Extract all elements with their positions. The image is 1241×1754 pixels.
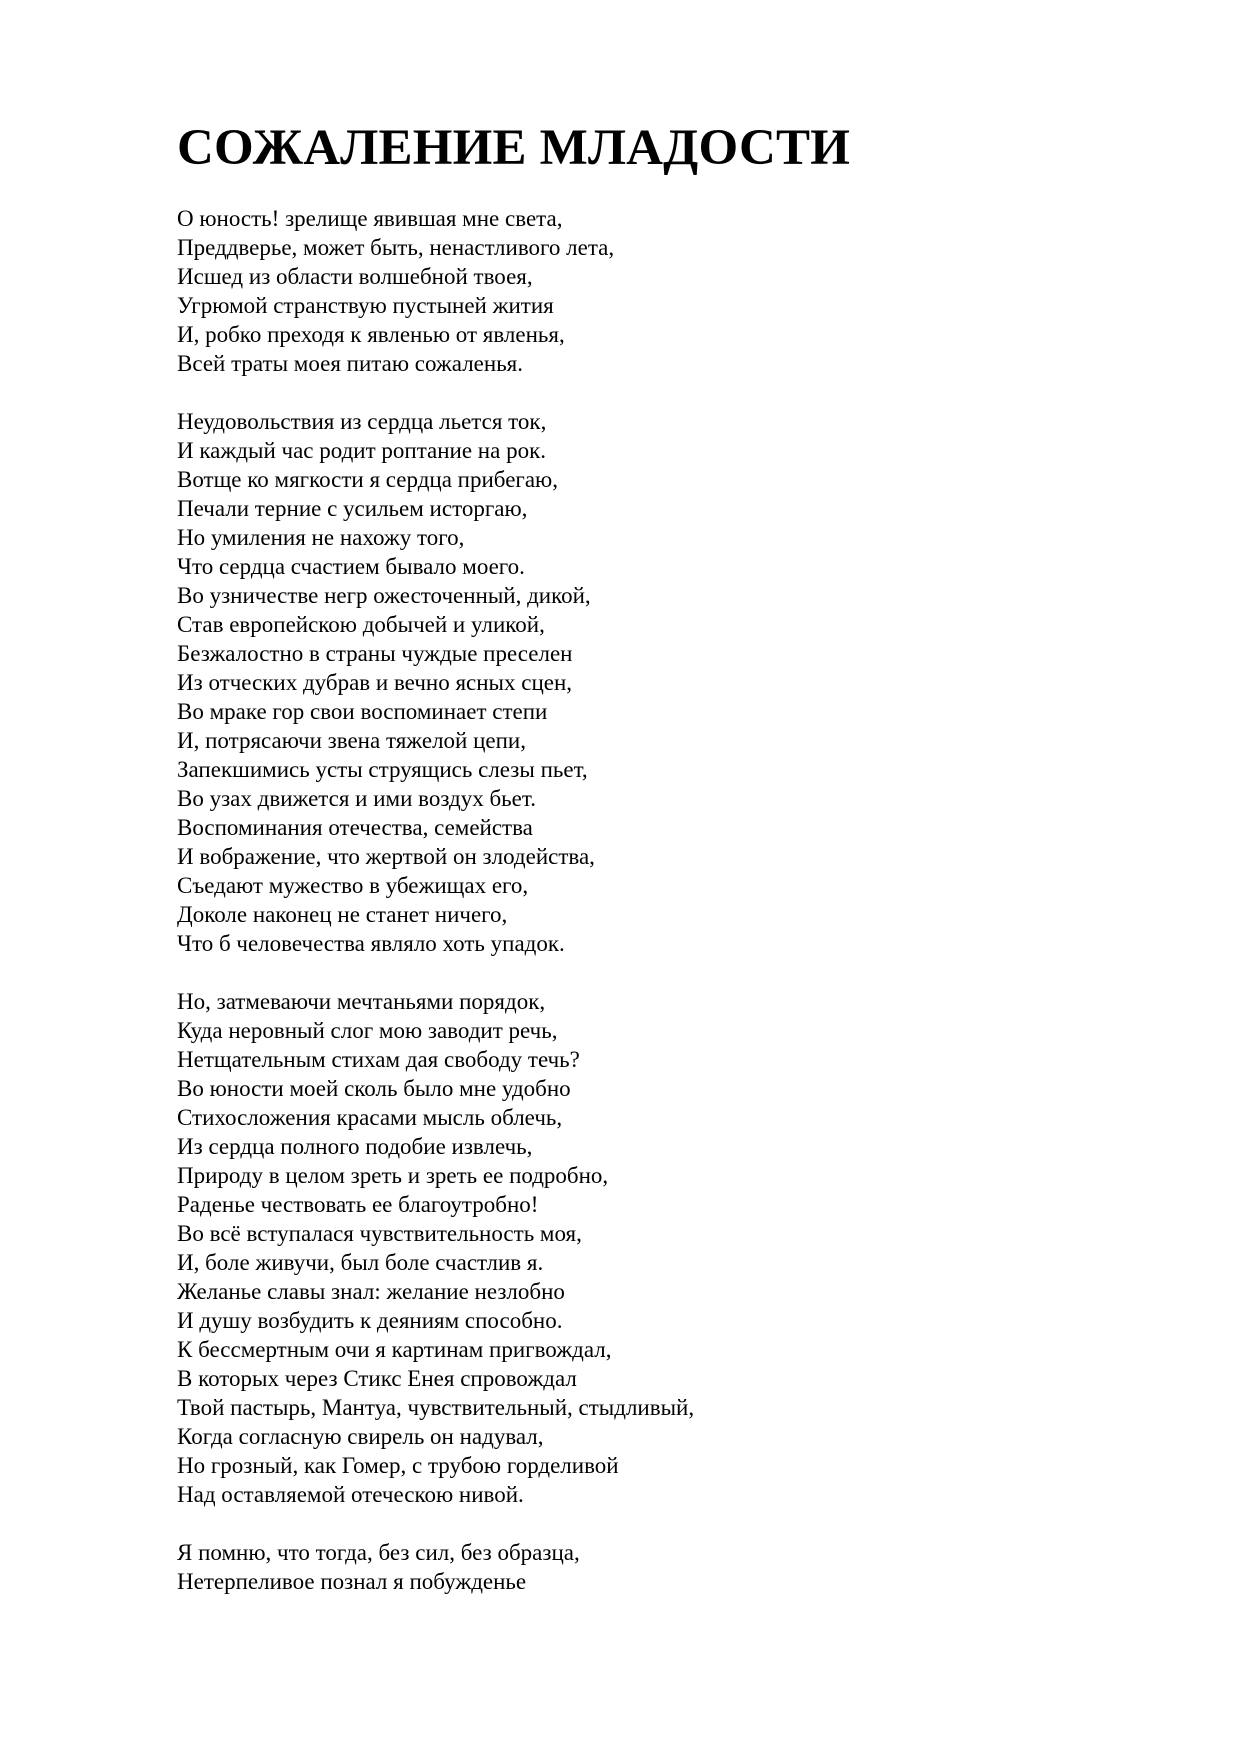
poem-line: И вображение, что жертвой он злодейства, — [177, 844, 595, 869]
poem-title: СОЖАЛЕНИЕ МЛАДОСТИ — [177, 120, 851, 176]
poem-line: Я помню, что тогда, без сил, без образца, — [177, 1540, 580, 1565]
poem-line: Во мраке гор свои воспоминает степи — [177, 699, 548, 724]
poem-line: Но умиления не нахожу того, — [177, 525, 465, 550]
poem-line: Всей траты моея питаю сожаленья. — [177, 351, 524, 376]
poem-body — [177, 204, 1177, 1625]
poem-line: Доколе наконец не станет ничего, — [177, 902, 508, 927]
poem-line: Угрюмой странствую пустыней жития — [177, 293, 554, 318]
poem-line: Твой пастырь, Мантуа, чувствительный, стыдливый, — [177, 1395, 695, 1420]
poem-line: Нетщательным стихам дая свободу течь? — [177, 1047, 580, 1072]
poem-line: Запекшимись усты струящись слезы пьет, — [177, 757, 588, 782]
stanza — [177, 407, 1177, 958]
poem-line: И, потрясаючи звена тяжелой цепи, — [177, 728, 526, 753]
poem-line: Став европейскою добычей и уликой, — [177, 612, 545, 637]
poem-line: И душу возбудить к деяниям способно. — [177, 1308, 563, 1333]
poem-line: Воспоминания отечества, семейства — [177, 815, 533, 840]
poem-line: В которых через Стикс Енея спровождал — [177, 1366, 577, 1391]
poem-line: И каждый час родит роптание на рок. — [177, 438, 546, 463]
poem-line: Природу в целом зреть и зреть ее подробно, — [177, 1163, 609, 1188]
poem-line: Печали терние с усильем исторгаю, — [177, 496, 528, 521]
poem-line: Вотще ко мягкости я сердца прибегаю, — [177, 467, 558, 492]
poem-line: Во всё вступалася чувствительность моя, — [177, 1221, 582, 1246]
poem-line: Но, затмеваючи мечтаньями порядок, — [177, 989, 546, 1014]
poem-line: Что сердца счастием бывало моего. — [177, 554, 525, 579]
poem-line: Над оставляемой отеческою нивой. — [177, 1482, 524, 1507]
poem-line: Из отческих дубрав и вечно ясных сцен, — [177, 670, 573, 695]
poem-line: Когда согласную свирель он надувал, — [177, 1424, 544, 1449]
poem-line: Но грозный, как Гомер, с трубою горделивой — [177, 1453, 619, 1478]
poem-line: Куда неровный слог мою заводит речь, — [177, 1018, 558, 1043]
poem-line: Раденье чествовать ее благоутробно! — [177, 1192, 539, 1217]
poem-line: Стихосложения красами мысль облечь, — [177, 1105, 563, 1130]
poem-line: К бессмертным очи я картинам пригвождал, — [177, 1337, 612, 1362]
poem-line: Преддверье, может быть, ненастливого лета, — [177, 235, 615, 260]
poem-line: Что б человечества являло хоть упадок. — [177, 931, 565, 956]
stanza — [177, 1538, 1177, 1596]
poem-line: И, робко преходя к явленью от явленья, — [177, 322, 565, 347]
stanza — [177, 987, 1177, 1509]
poem-line: Неудовольствия из сердца льется ток, — [177, 409, 547, 434]
poem-line: Исшед из области волшебной твоея, — [177, 264, 533, 289]
poem-line: Из сердца полного подобие извлечь, — [177, 1134, 533, 1159]
stanza — [177, 204, 1177, 378]
poem-line: О юность! зрелище явившая мне света, — [177, 206, 563, 231]
poem-line: Безжалостно в страны чуждые преселен — [177, 641, 573, 666]
poem-line: Съедают мужество в убежищах его, — [177, 873, 529, 898]
poem-line: Желанье славы знал: желание незлобно — [177, 1279, 565, 1304]
poem-line: Во юности моей сколь было мне удобно — [177, 1076, 571, 1101]
poem-line: И, боле живучи, был боле счастлив я. — [177, 1250, 544, 1275]
poem-line: Нетерпеливое познал я побужденье — [177, 1569, 527, 1594]
poem-line: Во узничестве негр ожесточенный, дикой, — [177, 583, 591, 608]
poem-line: Во узах движется и ими воздух бьет. — [177, 786, 536, 811]
